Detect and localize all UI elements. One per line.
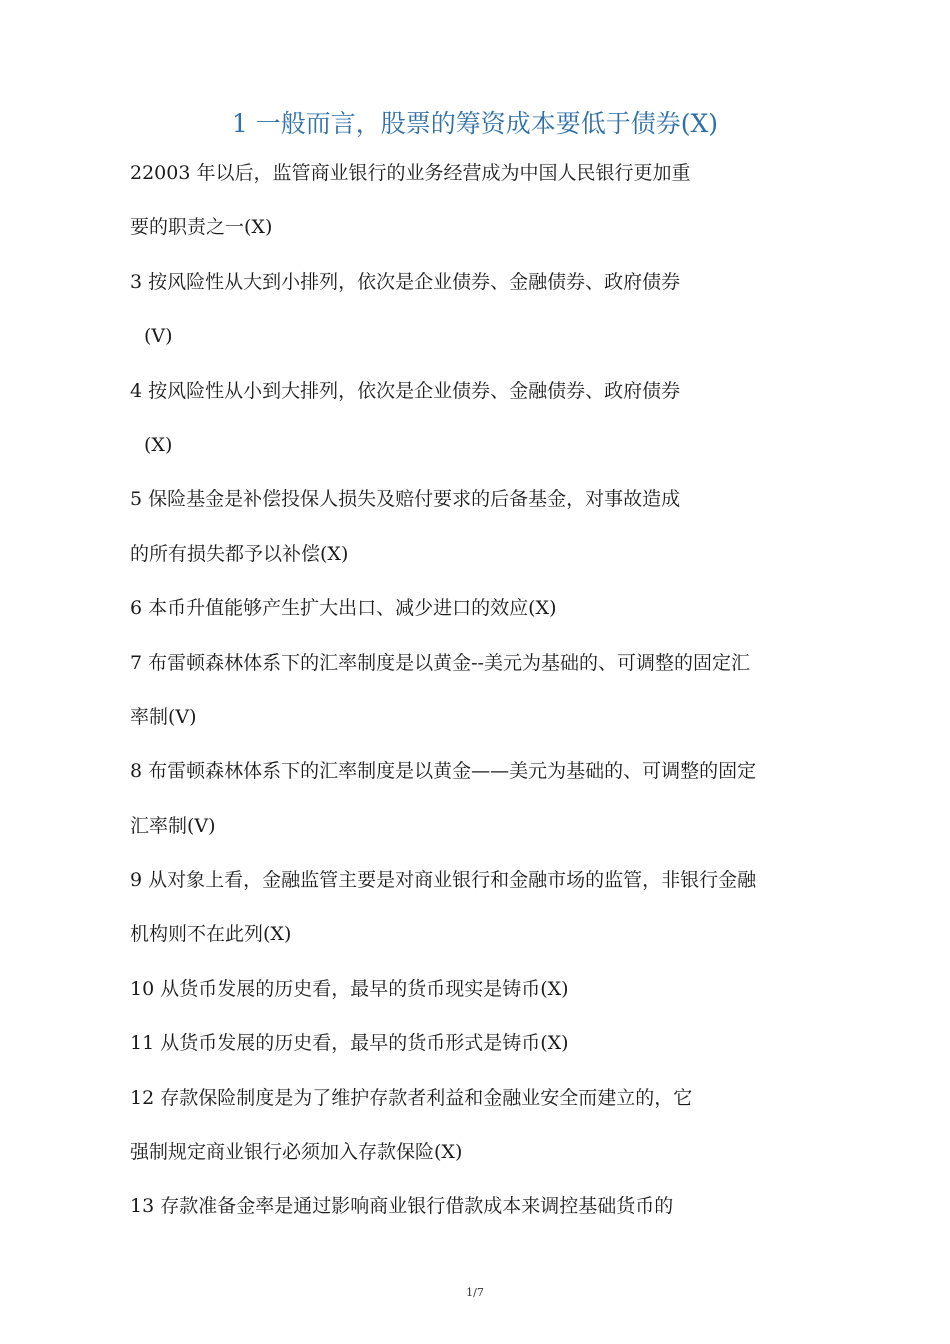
text-line: 9 从对象上看，金融监管主要是对商业银行和金融市场的监管，非银行金融 [130, 869, 757, 892]
text-line: 6 本币升值能够产生扩大出口、减少进口的效应(X) [130, 597, 557, 620]
text-line: 汇率制(V) [130, 814, 216, 837]
document-title: 1 一般而言，股票的筹资成本要低于债券(X) [231, 109, 719, 138]
text-line: 要的职责之一(X) [130, 216, 273, 239]
text-line: 3 按风险性从大到小排列，依次是企业债券、金融债券、政府债券 [130, 270, 681, 293]
text-line: 5 保险基金是补偿投保人损失及赔付要求的后备基金，对事故造成 [130, 488, 681, 511]
text-line: (X) [144, 433, 173, 456]
text-line: 率制(V) [130, 705, 197, 728]
text-line: (V) [144, 325, 173, 348]
text-line: 4 按风险性从小到大排列，依次是企业债券、金融债券、政府债券 [130, 379, 681, 402]
text-line: 8 布雷顿森林体系下的汇率制度是以黄金——美元为基础的、可调整的固定 [130, 760, 757, 783]
text-line: 12 存款保险制度是为了维护存款者利益和金融业安全而建立的，它 [130, 1086, 693, 1109]
text-line: 机构则不在此列(X) [130, 923, 292, 946]
text-line: 13 存款准备金率是通过影响商业银行借款成本来调控基础货币的 [130, 1195, 674, 1218]
page-number: 1/7 [466, 1286, 484, 1299]
document-body [130, 160, 890, 1248]
text-line: 7 布雷顿森林体系下的汇率制度是以黄金--美元为基础的、可调整的固定汇 [130, 651, 750, 674]
text-line: 10 从货币发展的历史看，最早的货币现实是铸币(X) [130, 977, 569, 1000]
text-line: 22003 年以后，监管商业银行的业务经营成为中国人民银行更加重 [130, 162, 691, 184]
text-line: 11 从货币发展的历史看，最早的货币形式是铸币(X) [130, 1032, 569, 1055]
text-line: 的所有损失都予以补偿(X) [130, 542, 349, 565]
text-line: 强制规定商业银行必须加入存款保险(X) [130, 1141, 463, 1164]
